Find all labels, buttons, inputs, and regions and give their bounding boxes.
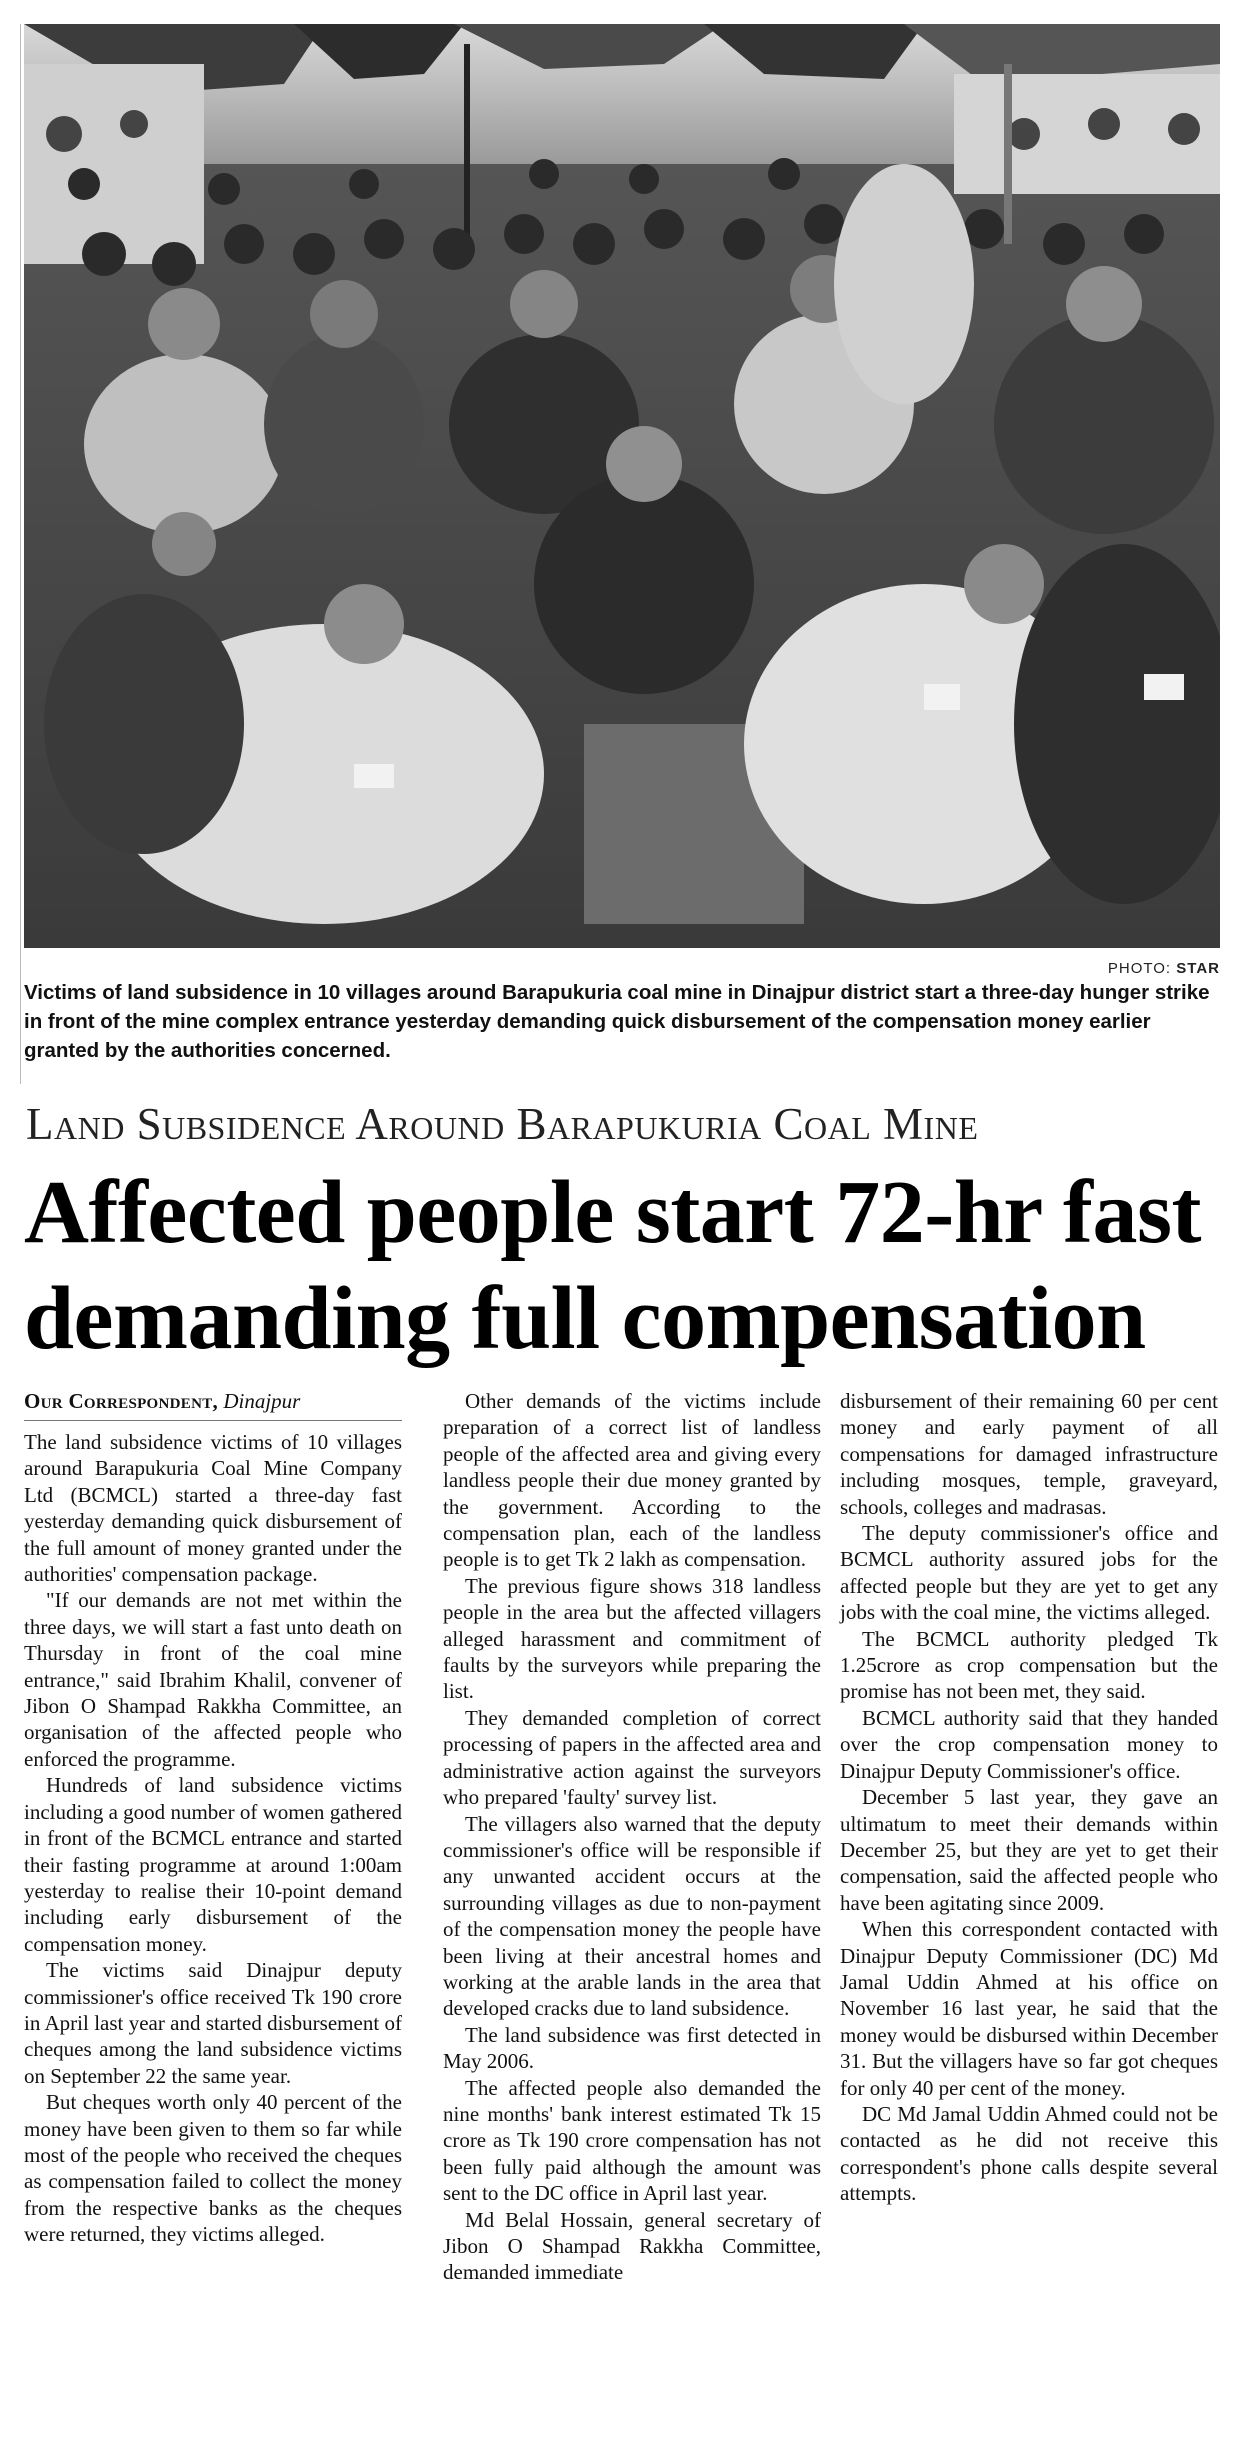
paragraph: BCMCL authority said that they handed over the crop compensation money to Dinajpur Deputy Commissioner's office. — [840, 1705, 1218, 1783]
paragraph: The previous figure shows 318 landless people in the area but the affected villagers alleged harassment and commitment of faults by the surveyors while preparing the list. — [443, 1573, 821, 1704]
paragraph: December 5 last year, they gave an ultimatum to meet their demands within December 25, but they are yet to get their compensation, said the affected people who have been agitating since 2009. — [840, 1785, 1218, 1915]
paragraph: The affected people also demanded the nine months' bank interest estimated Tk 15 crore as Tk 190 crore compensation has not been fully paid although the amount was sent to the DC office in April last year. — [443, 2075, 821, 2206]
paragraph: DC Md Jamal Uddin Ahmed could not be contacted as he did not receive this correspondent's phone calls despite several attempts. — [840, 2101, 1218, 2206]
photo-caption: Victims of land subsidence in 10 villages around Barapukuria coal mine in Dinajpur district start a three-day hunger strike in front of the mine complex entrance yesterday demanding quick disbursement of the compensation money earlier granted by the authorities concerned. — [24, 981, 1210, 1062]
kicker: Land Subsidence Around Barapukuria Coal Mine — [26, 1099, 979, 1149]
photo-credit-label: PHOTO: — [1107, 960, 1172, 977]
crowd-photo-illustration — [24, 24, 1220, 948]
paragraph: When this correspondent contacted with Dinajpur Deputy Commissioner (DC) Md Jamal Uddin Ahmed at his office on November 16 last year, he said that the money would be disbursed within December 31. But the villagers have so far got cheques for only 40 per cent of the money. — [840, 1917, 1218, 2100]
paragraph: Md Belal Hossain, general secretary of Jibon O Shampad Rakkha Committee, demanded immediate — [443, 2207, 821, 2285]
paragraph: The land subsidence was first detected in May 2006. — [443, 2022, 821, 2074]
paragraph: disbursement of their remaining 60 per cent money and early payment of all compensations for damaged infrastructure including mosques, temple, graveyard, schools, colleges and madrasas. — [840, 1389, 1218, 1519]
byline — [24, 1388, 402, 1421]
photo-credit — [1108, 960, 1220, 977]
byline-place: Dinajpur — [223, 1389, 301, 1413]
paragraph: The BCMCL authority pledged Tk 1.25crore as crop compensation but the promise has not been met, they said. — [840, 1626, 1218, 1704]
article-column-3 — [840, 1388, 1218, 2207]
article-column-2 — [443, 1388, 821, 2286]
headline: Affected people start 72-hr fast demanding full compensation — [24, 1163, 1202, 1368]
news-photo — [24, 24, 1220, 948]
byline-name: Our Correspondent, — [24, 1389, 219, 1413]
paragraph: The deputy commissioner's office and BCMCL authority assured jobs for the affected people but they are yet to get any jobs with the coal mine, the victims alleged. — [840, 1521, 1218, 1625]
paragraph: The villagers also warned that the deputy commissioner's office will be responsible if any unwanted accident occurs at the surrounding villages as due to non-payment of the compensation money the people have been living at their ancestral homes and working at the arable lands in the area that developed cracks due to land subsidence. — [443, 1811, 821, 2021]
paragraph: The land subsidence victims of 10 villages around Barapukuria Coal Mine Company Ltd (BCMCL) started a three-day fast yesterday demanding quick disbursement of the full amount of money granted under the authorities' compensation package. — [24, 1430, 402, 1587]
photo-credit-source: STAR — [1176, 960, 1220, 977]
article-column-1 — [24, 1388, 402, 2248]
paragraph: "If our demands are not met within the three days, we will start a fast unto death on Thursday in front of the coal mine entrance," said Ibrahim Khalil, convener of Jibon O Shampad Rakkha Committee, an organisation of the affected people who enforced the programme. — [24, 1588, 402, 1771]
paragraph: Hundreds of land subsidence victims including a good number of women gathered in front of the BCMCL entrance and started their fasting programme at around 1:00am yesterday to realise their 10-point demand including early disbursement of the compensation money. — [24, 1773, 402, 1956]
paragraph: But cheques worth only 40 percent of the money have been given to them so far while most of the people who received the cheques as compensation failed to collect the money from the respective banks as the cheques were returned, they victims alleged. — [24, 2090, 402, 2247]
paragraph: They demanded completion of correct processing of papers in the affected area and administrative action against the surveyors who prepared 'faulty' survey list. — [443, 1705, 821, 1810]
paragraph: The victims said Dinajpur deputy commissioner's office received Tk 190 crore in April last year and started disbursement of cheques among the land subsidence victims on September 22 the same year. — [24, 1958, 402, 2088]
page-rule — [20, 24, 21, 1084]
paragraph: Other demands of the victims include preparation of a correct list of landless people of the affected area and giving every landless people their due money granted by the government. According to the compensation plan, each of the landless people is to get Tk 2 lakh as compensation. — [443, 1389, 821, 1572]
